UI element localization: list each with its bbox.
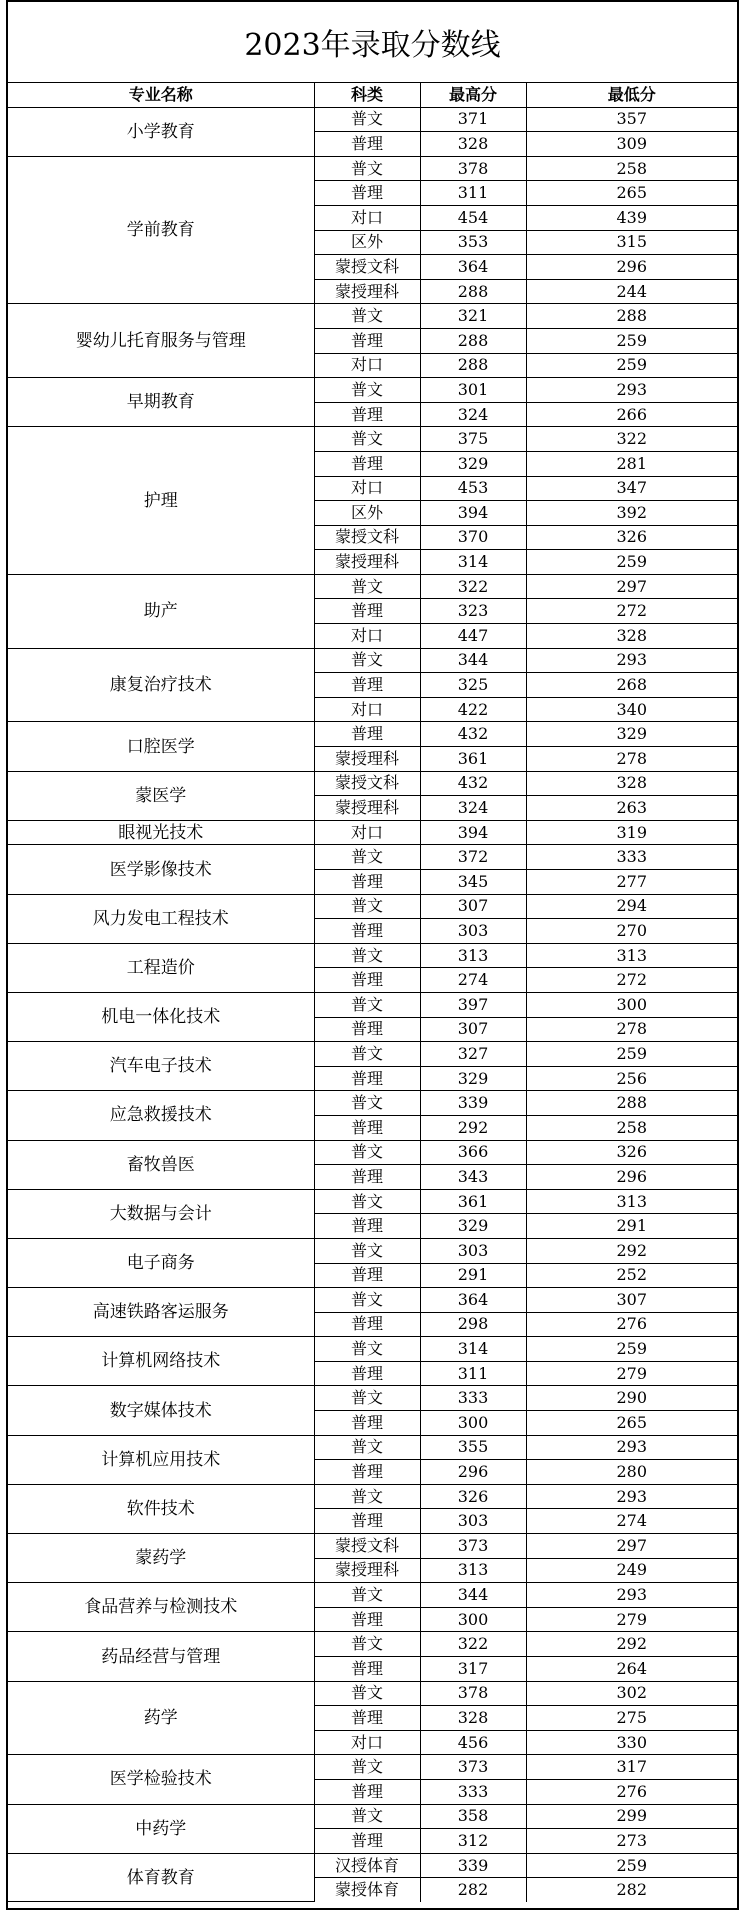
category-cell: 蒙授文科 — [314, 525, 420, 550]
score-table — [8, 83, 737, 1902]
category-cell: 普理 — [314, 1214, 420, 1239]
max-score-cell: 274 — [420, 968, 526, 993]
major-name: 小学教育 — [8, 107, 314, 156]
category-cell: 普文 — [314, 156, 420, 181]
min-score-cell: 292 — [526, 1632, 737, 1657]
max-score-cell: 303 — [420, 1509, 526, 1534]
max-score-cell: 456 — [420, 1730, 526, 1755]
min-score-cell: 315 — [526, 230, 737, 255]
category-cell: 对口 — [314, 697, 420, 722]
major-name: 高速铁路客运服务 — [8, 1288, 314, 1337]
category-cell: 普文 — [314, 1804, 420, 1829]
category-cell: 蒙授文科 — [314, 771, 420, 796]
table-row — [8, 156, 737, 181]
major-name: 助产 — [8, 574, 314, 648]
table-row — [8, 771, 737, 796]
max-score-cell: 307 — [420, 1017, 526, 1042]
table-row — [8, 1337, 737, 1362]
max-score-cell: 370 — [420, 525, 526, 550]
min-score-cell: 322 — [526, 427, 737, 452]
category-cell: 普理 — [314, 1165, 420, 1190]
table-row — [8, 1583, 737, 1608]
max-score-cell: 328 — [420, 132, 526, 157]
category-cell: 普文 — [314, 1288, 420, 1313]
max-score-cell: 324 — [420, 402, 526, 427]
max-score-cell: 326 — [420, 1484, 526, 1509]
max-score-cell: 329 — [420, 451, 526, 476]
max-score-cell: 317 — [420, 1657, 526, 1682]
min-score-cell: 258 — [526, 1115, 737, 1140]
max-score-cell: 422 — [420, 697, 526, 722]
category-cell: 普理 — [314, 599, 420, 624]
category-cell: 普理 — [314, 1115, 420, 1140]
major-name: 早期教育 — [8, 378, 314, 427]
max-score-cell: 311 — [420, 1361, 526, 1386]
min-score-cell: 302 — [526, 1681, 737, 1706]
max-score-cell: 314 — [420, 550, 526, 575]
major-name: 药学 — [8, 1681, 314, 1755]
max-score-cell: 296 — [420, 1460, 526, 1485]
min-score-cell: 259 — [526, 1042, 737, 1067]
category-cell: 普理 — [314, 1017, 420, 1042]
max-score-cell: 321 — [420, 304, 526, 329]
min-score-cell: 265 — [526, 181, 737, 206]
max-score-cell: 291 — [420, 1263, 526, 1288]
max-score-cell: 378 — [420, 1681, 526, 1706]
major-name: 蒙药学 — [8, 1534, 314, 1583]
major-name: 数字媒体技术 — [8, 1386, 314, 1435]
table-row — [8, 1042, 737, 1067]
major-name: 计算机网络技术 — [8, 1337, 314, 1386]
min-score-cell: 259 — [526, 328, 737, 353]
major-name: 汽车电子技术 — [8, 1042, 314, 1091]
category-cell: 普文 — [314, 1140, 420, 1165]
table-row — [8, 1435, 737, 1460]
max-score-cell: 329 — [420, 1214, 526, 1239]
category-cell: 对口 — [314, 476, 420, 501]
min-score-cell: 280 — [526, 1460, 737, 1485]
max-score-cell: 343 — [420, 1165, 526, 1190]
header-max-score: 最高分 — [420, 83, 526, 107]
max-score-cell: 298 — [420, 1312, 526, 1337]
table-row — [8, 820, 737, 845]
min-score-cell: 279 — [526, 1607, 737, 1632]
category-cell: 普文 — [314, 943, 420, 968]
table-row — [8, 574, 737, 599]
table-row — [8, 992, 737, 1017]
max-score-cell: 327 — [420, 1042, 526, 1067]
min-score-cell: 282 — [526, 1878, 737, 1902]
min-score-cell: 244 — [526, 279, 737, 304]
table-row — [8, 1853, 737, 1878]
min-score-cell: 272 — [526, 599, 737, 624]
min-score-cell: 258 — [526, 156, 737, 181]
category-cell: 对口 — [314, 353, 420, 378]
max-score-cell: 288 — [420, 328, 526, 353]
max-score-cell: 300 — [420, 1607, 526, 1632]
min-score-cell: 296 — [526, 255, 737, 280]
min-score-cell: 278 — [526, 747, 737, 772]
min-score-cell: 439 — [526, 205, 737, 230]
category-cell: 普文 — [314, 1583, 420, 1608]
table-row — [8, 943, 737, 968]
min-score-cell: 307 — [526, 1288, 737, 1313]
category-cell: 蒙授体育 — [314, 1878, 420, 1902]
max-score-cell: 361 — [420, 1189, 526, 1214]
max-score-cell: 345 — [420, 870, 526, 895]
max-score-cell: 394 — [420, 820, 526, 845]
category-cell: 普理 — [314, 1607, 420, 1632]
category-cell: 普文 — [314, 378, 420, 403]
max-score-cell: 313 — [420, 943, 526, 968]
category-cell: 蒙授理科 — [314, 279, 420, 304]
max-score-cell: 344 — [420, 648, 526, 673]
major-name: 工程造价 — [8, 943, 314, 992]
table-row — [8, 648, 737, 673]
category-cell: 普理 — [314, 1361, 420, 1386]
max-score-cell: 300 — [420, 1411, 526, 1436]
max-score-cell: 355 — [420, 1435, 526, 1460]
min-score-cell: 276 — [526, 1312, 737, 1337]
min-score-cell: 297 — [526, 1534, 737, 1559]
major-name: 护理 — [8, 427, 314, 575]
min-score-cell: 329 — [526, 722, 737, 747]
min-score-cell: 328 — [526, 771, 737, 796]
category-cell: 普理 — [314, 1312, 420, 1337]
max-score-cell: 312 — [420, 1829, 526, 1854]
major-name: 机电一体化技术 — [8, 992, 314, 1041]
score-sheet — [6, 0, 739, 1910]
category-cell: 普文 — [314, 845, 420, 870]
header-major: 专业名称 — [8, 83, 314, 107]
max-score-cell: 288 — [420, 353, 526, 378]
major-name: 应急救援技术 — [8, 1091, 314, 1140]
category-cell: 普文 — [314, 1386, 420, 1411]
min-score-cell: 299 — [526, 1804, 737, 1829]
min-score-cell: 291 — [526, 1214, 737, 1239]
min-score-cell: 263 — [526, 796, 737, 821]
min-score-cell: 296 — [526, 1165, 737, 1190]
category-cell: 普文 — [314, 1337, 420, 1362]
min-score-cell: 272 — [526, 968, 737, 993]
max-score-cell: 394 — [420, 501, 526, 526]
min-score-cell: 249 — [526, 1558, 737, 1583]
category-cell: 对口 — [314, 205, 420, 230]
category-cell: 普理 — [314, 1706, 420, 1731]
category-cell: 普理 — [314, 919, 420, 944]
category-cell: 普理 — [314, 181, 420, 206]
category-cell: 普文 — [314, 1091, 420, 1116]
min-score-cell: 328 — [526, 624, 737, 649]
min-score-cell: 259 — [526, 353, 737, 378]
table-row — [8, 1189, 737, 1214]
category-cell: 普理 — [314, 1829, 420, 1854]
max-score-cell: 314 — [420, 1337, 526, 1362]
table-row — [8, 378, 737, 403]
min-score-cell: 288 — [526, 304, 737, 329]
category-cell: 汉授体育 — [314, 1853, 420, 1878]
category-cell: 蒙授理科 — [314, 747, 420, 772]
category-cell: 普文 — [314, 1189, 420, 1214]
min-score-cell: 293 — [526, 648, 737, 673]
header-category: 科类 — [314, 83, 420, 107]
table-row — [8, 1632, 737, 1657]
max-score-cell: 328 — [420, 1706, 526, 1731]
max-score-cell: 303 — [420, 919, 526, 944]
max-score-cell: 397 — [420, 992, 526, 1017]
max-score-cell: 373 — [420, 1755, 526, 1780]
table-row — [8, 1804, 737, 1829]
min-score-cell: 293 — [526, 1484, 737, 1509]
category-cell: 蒙授文科 — [314, 255, 420, 280]
min-score-cell: 357 — [526, 107, 737, 132]
min-score-cell: 290 — [526, 1386, 737, 1411]
category-cell: 对口 — [314, 624, 420, 649]
category-cell: 普文 — [314, 1484, 420, 1509]
max-score-cell: 366 — [420, 1140, 526, 1165]
major-name: 电子商务 — [8, 1238, 314, 1287]
max-score-cell: 333 — [420, 1779, 526, 1804]
category-cell: 普理 — [314, 1460, 420, 1485]
major-name: 中药学 — [8, 1804, 314, 1853]
category-cell: 普文 — [314, 1632, 420, 1657]
major-name: 计算机应用技术 — [8, 1435, 314, 1484]
max-score-cell: 324 — [420, 796, 526, 821]
max-score-cell: 301 — [420, 378, 526, 403]
max-score-cell: 282 — [420, 1878, 526, 1902]
major-name: 体育教育 — [8, 1853, 314, 1902]
category-cell: 普理 — [314, 1509, 420, 1534]
min-score-cell: 292 — [526, 1238, 737, 1263]
min-score-cell: 276 — [526, 1779, 737, 1804]
table-row — [8, 1534, 737, 1559]
max-score-cell: 454 — [420, 205, 526, 230]
max-score-cell: 322 — [420, 574, 526, 599]
major-name: 眼视光技术 — [8, 820, 314, 845]
table-body — [8, 107, 737, 1902]
min-score-cell: 293 — [526, 1583, 737, 1608]
category-cell: 普文 — [314, 1435, 420, 1460]
category-cell: 普文 — [314, 1042, 420, 1067]
major-name: 畜牧兽医 — [8, 1140, 314, 1189]
max-score-cell: 371 — [420, 107, 526, 132]
table-row — [8, 1386, 737, 1411]
max-score-cell: 447 — [420, 624, 526, 649]
category-cell: 普理 — [314, 1779, 420, 1804]
category-cell: 普文 — [314, 427, 420, 452]
min-score-cell: 265 — [526, 1411, 737, 1436]
min-score-cell: 317 — [526, 1755, 737, 1780]
max-score-cell: 361 — [420, 747, 526, 772]
category-cell: 普理 — [314, 1066, 420, 1091]
min-score-cell: 293 — [526, 378, 737, 403]
max-score-cell: 339 — [420, 1853, 526, 1878]
max-score-cell: 375 — [420, 427, 526, 452]
min-score-cell: 309 — [526, 132, 737, 157]
category-cell: 普理 — [314, 402, 420, 427]
min-score-cell: 259 — [526, 1853, 737, 1878]
category-cell: 普理 — [314, 870, 420, 895]
max-score-cell: 364 — [420, 255, 526, 280]
min-score-cell: 300 — [526, 992, 737, 1017]
category-cell: 普文 — [314, 1238, 420, 1263]
min-score-cell: 333 — [526, 845, 737, 870]
major-name: 口腔医学 — [8, 722, 314, 771]
major-name: 药品经营与管理 — [8, 1632, 314, 1681]
category-cell: 普理 — [314, 722, 420, 747]
table-row — [8, 1681, 737, 1706]
max-score-cell: 432 — [420, 722, 526, 747]
category-cell: 普文 — [314, 992, 420, 1017]
min-score-cell: 266 — [526, 402, 737, 427]
category-cell: 普文 — [314, 304, 420, 329]
min-score-cell: 252 — [526, 1263, 737, 1288]
major-name: 风力发电工程技术 — [8, 894, 314, 943]
min-score-cell: 278 — [526, 1017, 737, 1042]
min-score-cell: 288 — [526, 1091, 737, 1116]
min-score-cell: 293 — [526, 1435, 737, 1460]
min-score-cell: 326 — [526, 525, 737, 550]
min-score-cell: 297 — [526, 574, 737, 599]
category-cell: 普文 — [314, 107, 420, 132]
min-score-cell: 281 — [526, 451, 737, 476]
max-score-cell: 292 — [420, 1115, 526, 1140]
max-score-cell: 373 — [420, 1534, 526, 1559]
category-cell: 普理 — [314, 132, 420, 157]
max-score-cell: 372 — [420, 845, 526, 870]
category-cell: 普理 — [314, 1411, 420, 1436]
max-score-cell: 325 — [420, 673, 526, 698]
min-score-cell: 392 — [526, 501, 737, 526]
category-cell: 普文 — [314, 894, 420, 919]
category-cell: 区外 — [314, 501, 420, 526]
table-row — [8, 722, 737, 747]
major-name: 蒙医学 — [8, 771, 314, 820]
category-cell: 普理 — [314, 968, 420, 993]
max-score-cell: 353 — [420, 230, 526, 255]
min-score-cell: 330 — [526, 1730, 737, 1755]
category-cell: 蒙授理科 — [314, 796, 420, 821]
table-row — [8, 427, 737, 452]
major-name: 学前教育 — [8, 156, 314, 304]
max-score-cell: 432 — [420, 771, 526, 796]
table-row — [8, 1484, 737, 1509]
max-score-cell: 303 — [420, 1238, 526, 1263]
max-score-cell: 322 — [420, 1632, 526, 1657]
min-score-cell: 259 — [526, 1337, 737, 1362]
category-cell: 普理 — [314, 673, 420, 698]
category-cell: 普理 — [314, 1263, 420, 1288]
max-score-cell: 329 — [420, 1066, 526, 1091]
min-score-cell: 275 — [526, 1706, 737, 1731]
major-name: 大数据与会计 — [8, 1189, 314, 1238]
table-row — [8, 1140, 737, 1165]
max-score-cell: 358 — [420, 1804, 526, 1829]
min-score-cell: 340 — [526, 697, 737, 722]
header-min-score: 最低分 — [526, 83, 737, 107]
min-score-cell: 326 — [526, 1140, 737, 1165]
category-cell: 蒙授理科 — [314, 550, 420, 575]
major-name: 食品营养与检测技术 — [8, 1583, 314, 1632]
table-row — [8, 1238, 737, 1263]
min-score-cell: 313 — [526, 943, 737, 968]
max-score-cell: 311 — [420, 181, 526, 206]
table-row — [8, 1288, 737, 1313]
max-score-cell: 313 — [420, 1558, 526, 1583]
min-score-cell: 294 — [526, 894, 737, 919]
min-score-cell: 273 — [526, 1829, 737, 1854]
table-row — [8, 1755, 737, 1780]
max-score-cell: 453 — [420, 476, 526, 501]
category-cell: 普文 — [314, 648, 420, 673]
min-score-cell: 259 — [526, 550, 737, 575]
max-score-cell: 364 — [420, 1288, 526, 1313]
major-name: 医学检验技术 — [8, 1755, 314, 1804]
min-score-cell: 268 — [526, 673, 737, 698]
major-name: 软件技术 — [8, 1484, 314, 1533]
category-cell: 普理 — [314, 1657, 420, 1682]
page-title: 2023年录取分数线 — [8, 2, 737, 83]
category-cell: 普理 — [314, 451, 420, 476]
table-row — [8, 1091, 737, 1116]
min-score-cell: 279 — [526, 1361, 737, 1386]
category-cell: 普文 — [314, 1755, 420, 1780]
min-score-cell: 347 — [526, 476, 737, 501]
major-name: 婴幼儿托育服务与管理 — [8, 304, 314, 378]
category-cell: 区外 — [314, 230, 420, 255]
max-score-cell: 339 — [420, 1091, 526, 1116]
header-row — [8, 83, 737, 107]
max-score-cell: 378 — [420, 156, 526, 181]
max-score-cell: 307 — [420, 894, 526, 919]
min-score-cell: 256 — [526, 1066, 737, 1091]
category-cell: 对口 — [314, 820, 420, 845]
max-score-cell: 288 — [420, 279, 526, 304]
table-row — [8, 304, 737, 329]
major-name: 康复治疗技术 — [8, 648, 314, 722]
category-cell: 普文 — [314, 574, 420, 599]
max-score-cell: 344 — [420, 1583, 526, 1608]
max-score-cell: 333 — [420, 1386, 526, 1411]
min-score-cell: 277 — [526, 870, 737, 895]
category-cell: 普文 — [314, 1681, 420, 1706]
major-name: 医学影像技术 — [8, 845, 314, 894]
min-score-cell: 319 — [526, 820, 737, 845]
category-cell: 普理 — [314, 328, 420, 353]
table-row — [8, 894, 737, 919]
table-row — [8, 107, 737, 132]
min-score-cell: 270 — [526, 919, 737, 944]
max-score-cell: 323 — [420, 599, 526, 624]
min-score-cell: 313 — [526, 1189, 737, 1214]
category-cell: 对口 — [314, 1730, 420, 1755]
min-score-cell: 264 — [526, 1657, 737, 1682]
min-score-cell: 274 — [526, 1509, 737, 1534]
category-cell: 蒙授文科 — [314, 1534, 420, 1559]
category-cell: 蒙授理科 — [314, 1558, 420, 1583]
table-row — [8, 845, 737, 870]
